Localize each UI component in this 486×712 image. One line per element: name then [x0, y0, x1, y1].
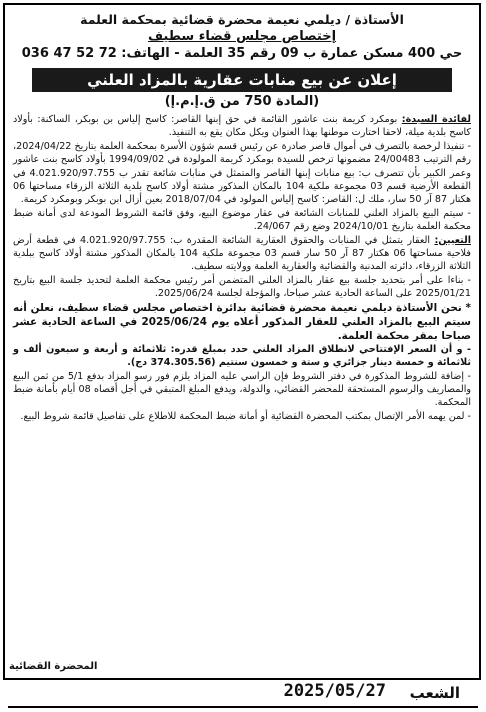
bailiff-header: [13, 11, 471, 62]
authorization-paragraph: - تنفيذا لرخصة بالتصرف في أموال قاصر صادرة عن رئيس قسم شؤون الأسرة بمحكمة العلمة بتاريخ 2024/04/22، رقم الترتيب 24/00483 مضمونها ترخص للسيدة بومكرد كريمة المولودة في 1994/09/02 بأولاد كاسح بنت عاشور وعمر الكبير بأن تتصرف ب: بيع منابات إبنها القاصر والمتمثل في منابات شائعة تقدر ب 4.021.920/97.755 في القطعة الأرضية قسم 03 مجموعة ملكية 104 بالمكان المذكور مشتة أولاد كاسح بلدية الثلاثة الزرقاء مساحتها 06 هكتار 87 آر 50 سار، ملك ل: القاصر: كاسح إلياس المولود في 2018/07/04 بعين أزال ابن بوبكر وبومكرد كريمة.: [13, 140, 472, 206]
designation-text: العقار يتمثل في المنابات والحقوق العقارية الشائعة المقدرة ب: 4.021.920/97.755 في قطعة أرض فلاحية مساحتها 06 هكتار 87 آر 50 سار قسم 03 مجموعة ملكية 104 بالمكان المذكور مشتة أولاد كاسح ببلدية الثلاثة الزرقاء، دائرته المدنية والقضائية والعقارية العلمة وولايته سطيف.: [13, 234, 471, 273]
announcement-frame: [3, 3, 481, 680]
beneficiary-label: لفائدة السيدة:: [401, 114, 471, 125]
opening-price-paragraph: - و أن السعر الإفتتاحي لانطلاق المزاد العلني حدد بمبلغ قدره: ثلاثمائة و أربعة و سبعون ألف و ثلاثمائة و خمسة دينار جزائري و ستة و خمسون سنتيم (374.305.56 دج).: [13, 343, 471, 369]
auction-title-banner: إعلان عن بيع منابات عقارية بالمزاد العلني: [32, 68, 452, 92]
announcement-body: [13, 113, 471, 423]
beneficiary-paragraph: [13, 113, 471, 140]
session-date-paragraph: - بناءا على أمر بتحديد جلسة بيع عقار بالمزاد العلني المتضمن أمر رئيس محكمة العلمة لتحديد جلسة البيع بتاريخ 2025/01/21 على الساعة الحادية عشر صباحا، والمؤجلة لجلسة 2025/06/24.: [13, 274, 471, 300]
jurisdiction: إختصاص مجلس قضاء سطيف: [147, 29, 337, 44]
legal-article: (المادة 750 من ق.إ.م.إ): [164, 94, 320, 109]
announcement-content: [13, 11, 471, 674]
beneficiary-text: بومكرد كريمة بنت عاشور القائمة في حق إبنها القاصر: كاسح إلياس بن بوبكر، الساكنة: بأولاد كاسح بلدية ميلة، لاحقا اختارت موطنها بهذا العنوان ويكل مكان يقع به التنفيذ.: [13, 114, 471, 139]
footer-rule: [8, 706, 478, 708]
payment-terms-paragraph: - إضافة للشروط المذكورة في دفتر الشروط فإن الراسي عليه المزاد يلزم فور رسو المزاد بدفع 5/1 من ثمن البيع والمصاريف والرسوم المستحقة للمحضر القضائي، والدولة، ويدفع المبلغ المتبقي في أجل أقصاه 08 أيام بأمانة ضبط المحكمة.: [13, 370, 471, 409]
publication-date: 2025/05/27: [283, 681, 386, 701]
auction-notice: * نحن الأستاذة ديلمي نعيمة محضرة قضائية بدائرة اختصاص مجلس قضاء سطيف، نعلن أنه سيتم البيع بالمزاد العلني للعقار المذكور أعلاه يوم 2025/06/24 في الساعة الحادية عشر صباحا بمقر محكمة العلمة.: [13, 301, 471, 342]
newspaper-footer: [0, 678, 486, 712]
designation-paragraph: [13, 234, 471, 274]
contact-paragraph: - لمن يهمه الأمر الإتصال بمكتب المحضرة القضائية أو أمانة ضبط المحكمة للاطلاع على تفاصيل قائمة شروط البيع.: [20, 410, 471, 422]
sale-conditions-paragraph: - سيتم البيع بالمزاد العلني للمنابات الشائعة في عقار موضوع البيع، وفق قائمة الشروط المودعة لدى أمانة ضبط محكمة العلمة بتاريخ 2024/10/01 وضع رقم 24/067.: [13, 207, 471, 233]
bailiff-name: الأستاذة / ديلمي نعيمة محضرة قضائية بمحكمة العلمة: [80, 12, 404, 27]
designation-label: التعيين:: [434, 234, 471, 246]
bailiff-address: حي 400 مسكن عمارة ب 09 رقم 35 العلمة - الهاتف: 72 52 47 036: [21, 46, 463, 61]
bailiff-signature: المحضرة القضائية: [9, 661, 98, 672]
newspaper-name: الشعب: [409, 684, 460, 702]
